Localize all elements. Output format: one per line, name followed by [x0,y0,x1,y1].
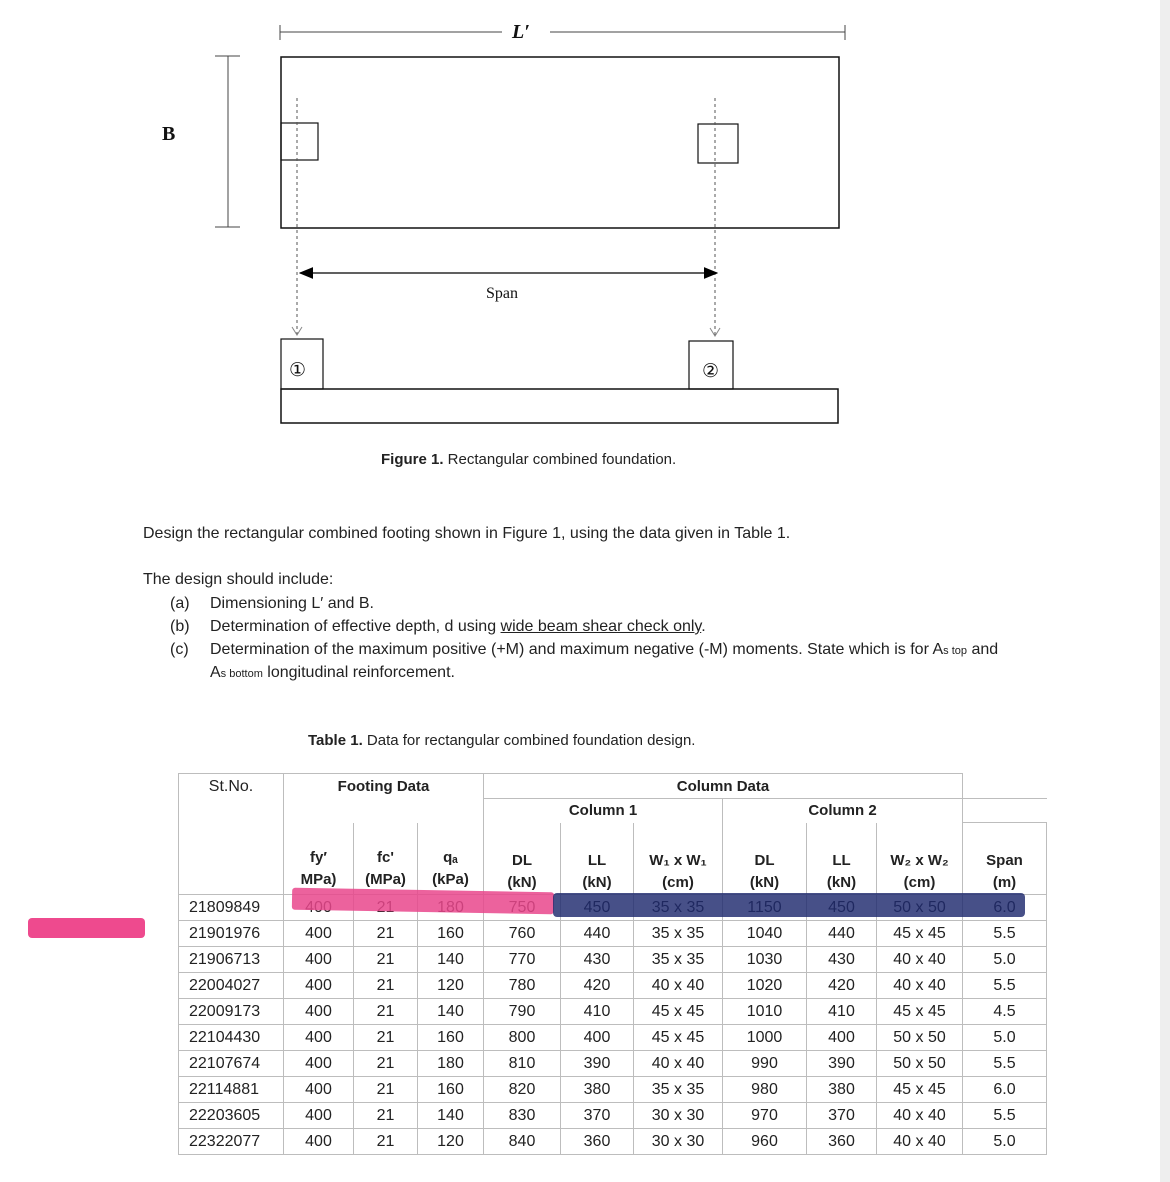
table-cell: 120 [418,1129,484,1155]
header-ll-1: LL (kN) [561,823,634,895]
table-cell: 5.0 [963,1025,1047,1051]
footing-elevation [281,389,838,423]
table-row [179,1051,1047,1077]
table-row [179,1103,1047,1129]
table-cell-stno: 22322077 [179,1129,284,1155]
figure-caption-bold: Figure 1. [381,451,444,468]
table-cell: 160 [418,1077,484,1103]
table-cell: 30 x 30 [634,1129,723,1155]
table-cell: 5.0 [963,1129,1047,1155]
table-cell: 430 [807,947,877,973]
table-cell-stno: 22009173 [179,999,284,1025]
header-fc: fc' (MPa) [354,823,418,895]
table-row [179,973,1047,999]
table-cell: 1020 [723,973,807,999]
table-cell: 21 [354,973,418,999]
table-cell: 45 x 45 [634,1025,723,1051]
design-heading: The design should include: [143,571,334,588]
table-cell: 5.5 [963,973,1047,999]
table-cell: 410 [561,999,634,1025]
table-cell: 810 [484,1051,561,1077]
table-cell: 5.5 [963,921,1047,947]
table-cell: 40 x 40 [877,1103,963,1129]
table-cell: 400 [284,1103,354,1129]
table-cell: 21 [354,999,418,1025]
label-b: B [162,123,176,145]
table-cell-stno: 22004027 [179,973,284,999]
list-text-c-sub: s top [943,645,967,657]
pink-highlight-stroke [292,888,554,915]
header-span: Span (m) [963,823,1047,895]
column-2-plan [698,124,738,163]
list-cont-sub: s bottom [220,668,263,680]
table-cell: 400 [284,1129,354,1155]
label-span: Span [486,285,518,302]
header-dl-1: DL (kN) [484,823,561,895]
list-text-b-post: . [701,618,706,635]
header-qa: qₐ (kPa) [418,823,484,895]
list-text-c-tail: and [967,641,999,658]
table-cell: 830 [484,1103,561,1129]
table-cell-stno: 22203605 [179,1103,284,1129]
table-cell: 140 [418,1103,484,1129]
table-cell: 400 [284,1051,354,1077]
table-cell: 140 [418,999,484,1025]
table-cell: 1040 [723,921,807,947]
table-cell: 45 x 45 [877,921,963,947]
footing-plan [281,57,839,228]
table-cell: 400 [284,973,354,999]
table-cell: 45 x 45 [634,999,723,1025]
table-cell-stno: 21906713 [179,947,284,973]
table-cell: 780 [484,973,561,999]
table-cell: 400 [284,999,354,1025]
table-cell: 21 [354,1103,418,1129]
table-cell: 800 [484,1025,561,1051]
table-cell-stno: 22107674 [179,1051,284,1077]
table-cell: 400 [807,1025,877,1051]
table-caption-bold: Table 1. [308,732,363,749]
header-column-1: Column 1 [484,799,723,823]
table-cell: 5.0 [963,947,1047,973]
table-cell: 420 [807,973,877,999]
table-cell: 40 x 40 [877,947,963,973]
table-cell: 40 x 40 [877,973,963,999]
table-cell: 40 x 40 [634,973,723,999]
table-cell: 760 [484,921,561,947]
list-cont-pre: A [210,664,221,681]
table-cell: 4.5 [963,999,1047,1025]
table-row [179,921,1047,947]
header-fy: fy′ MPa) [284,823,354,895]
table-cell-stno: 21809849 [179,895,284,921]
table-cell: 440 [561,921,634,947]
column-1-symbol: ① [289,360,307,381]
table-cell: 21 [354,1129,418,1155]
table-cell: 380 [807,1077,877,1103]
table-cell: 400 [284,947,354,973]
table-cell-stno: 22104430 [179,1025,284,1051]
table-cell: 420 [561,973,634,999]
data-table [178,773,1047,1155]
table-cell: 5.5 [963,1051,1047,1077]
table-cell: 21 [354,1051,418,1077]
table-cell: 400 [561,1025,634,1051]
table-cell: 820 [484,1077,561,1103]
table-cell: 990 [723,1051,807,1077]
table-cell: 160 [418,921,484,947]
table-row [179,947,1047,973]
table-cell: 50 x 50 [877,1051,963,1077]
table-cell: 790 [484,999,561,1025]
table-cell: 30 x 30 [634,1103,723,1129]
table-cell: 35 x 35 [634,1077,723,1103]
table-cell: 40 x 40 [877,1129,963,1155]
table-cell: 770 [484,947,561,973]
list-text-b-pre: Determination of effective depth, d using [210,618,501,635]
table-cell: 1000 [723,1025,807,1051]
table-cell: 50 x 50 [877,1025,963,1051]
pink-highlight-marker [28,918,145,938]
table-cell: 40 x 40 [634,1051,723,1077]
table-row [179,999,1047,1025]
header-ll-2: LL (kN) [807,823,877,895]
table-cell: 360 [561,1129,634,1155]
header-dl-2: DL (kN) [723,823,807,895]
header-w2: W₂ x W₂ (cm) [877,823,963,895]
table-cell: 400 [284,1077,354,1103]
figure-caption-text: Rectangular combined foundation. [443,451,677,468]
table-cell: 400 [284,921,354,947]
figure-caption [381,451,676,468]
list-text-a: Dimensioning L′ and B. [210,595,374,612]
table-cell: 400 [284,1025,354,1051]
column-1-plan [281,123,318,160]
table-cell: 6.0 [963,1077,1047,1103]
table-cell: 45 x 45 [877,1077,963,1103]
table-row [179,1129,1047,1155]
header-column-data: Column Data [484,774,963,799]
intro-paragraph: Design the rectangular combined footing shown in Figure 1, using the data given in Table 1. [143,525,791,542]
column-2-symbol: ② [702,361,720,382]
label-l-prime: L′ [512,21,530,43]
table-cell: 1030 [723,947,807,973]
list-label-a: (a) [170,595,190,612]
table-cell: 980 [723,1077,807,1103]
table-cell-stno: 21901976 [179,921,284,947]
list-text-b-underlined: wide beam shear check only [500,618,702,635]
table-cell: 5.5 [963,1103,1047,1129]
table-cell: 390 [807,1051,877,1077]
table-cell: 35 x 35 [634,947,723,973]
table-cell-stno: 22114881 [179,1077,284,1103]
table-body [179,895,1047,1155]
header-stno: St.No. [179,774,284,895]
table-cell: 180 [418,1051,484,1077]
table-cell: 120 [418,973,484,999]
list-cont-text: longitudinal reinforcement. [262,664,455,681]
table-cell: 21 [354,1077,418,1103]
table-cell: 21 [354,921,418,947]
table-cell: 35 x 35 [634,921,723,947]
table-cell: 21 [354,1025,418,1051]
table-cell: 390 [561,1051,634,1077]
table-cell: 360 [807,1129,877,1155]
list-label-b: (b) [170,618,190,635]
table-cell: 840 [484,1129,561,1155]
table-cell: 21 [354,947,418,973]
table-row [179,1025,1047,1051]
table-caption-text: Data for rectangular combined foundation design. [362,732,696,749]
header-w1: W₁ x W₁ (cm) [634,823,723,895]
navy-highlight-stroke [553,893,1025,917]
table-cell: 160 [418,1025,484,1051]
list-text-c: Determination of the maximum positive (+M) and maximum negative (-M) moments. State which is for A [210,641,944,658]
figure-1-diagram [0,0,1170,440]
table-cell: 370 [807,1103,877,1129]
table-row [179,1077,1047,1103]
table-cell: 960 [723,1129,807,1155]
header-column-2: Column 2 [723,799,963,823]
table-cell: 440 [807,921,877,947]
table-caption [308,732,695,749]
table-cell: 430 [561,947,634,973]
list-label-c: (c) [170,641,189,658]
table-cell: 410 [807,999,877,1025]
table-cell: 370 [561,1103,634,1129]
table-cell: 380 [561,1077,634,1103]
table-cell: 140 [418,947,484,973]
table-cell: 45 x 45 [877,999,963,1025]
table-cell: 970 [723,1103,807,1129]
header-footing-data: Footing Data [284,774,484,799]
table-cell: 1010 [723,999,807,1025]
